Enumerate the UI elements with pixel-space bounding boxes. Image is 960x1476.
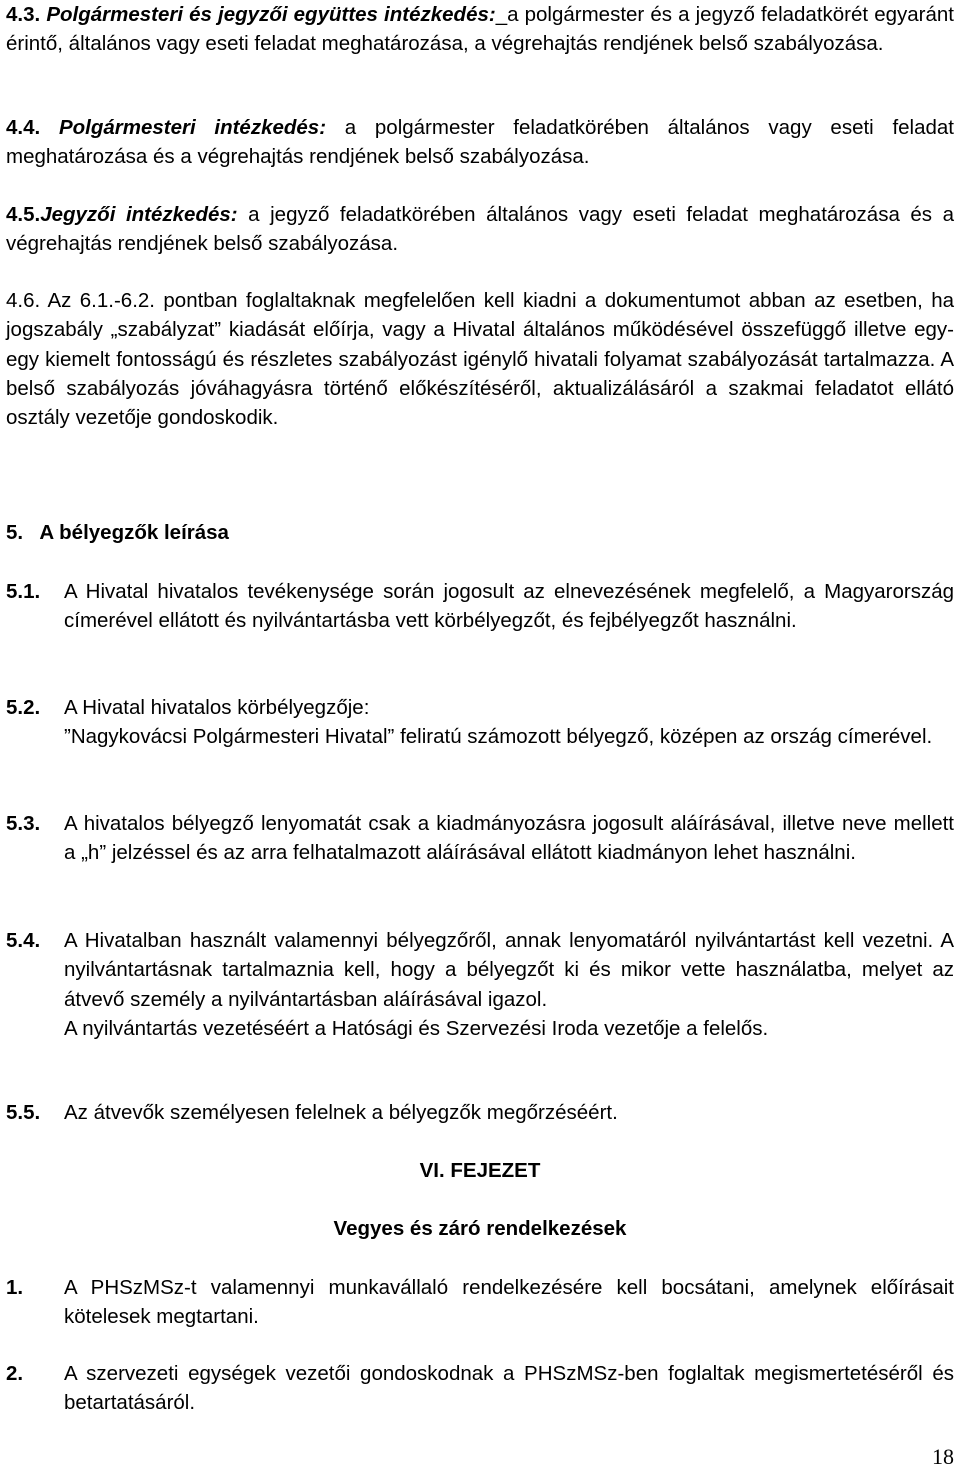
paragraph-4-4 [6,113,954,172]
paragraph-4-4-title: Polgármesteri intézkedés: [58,116,327,139]
paragraph-4-5-text: a jegyző feladatkörében általános vagy eseti feladat meghatározása és a végrehajtás rendjének belső szabályozása. [6,203,954,256]
item-5-3-number: 5.3. [6,812,41,835]
item-6-2 [6,1359,954,1418]
page-number: 18 [932,1444,954,1469]
paragraph-4-5-number: 4.5. [6,203,41,226]
paragraph-4-3 [6,0,954,59]
item-6-2-number: 2. [6,1362,24,1385]
section-5-heading: 5. A bélyegzők leírása [6,521,229,544]
paragraph-4-3-text: _a polgármester és a jegyző feladatkörét egyaránt érintő, általános vagy eseti feladat meghatározása, a végrehajtás rendjének belső szabályozása. [6,3,954,56]
chapter-heading: VI. FEJEZET [419,1159,541,1182]
item-6-2-text: A szervezeti egységek vezetői gondoskodnak a PHSzMSz-ben foglaltak megismertetéséről és betartatásáról. [64,1362,954,1415]
item-5-3 [6,809,954,868]
item-5-5-text: Az átvevők személyesen felelnek a bélyegzők megőrzéséért. [64,1101,618,1124]
item-5-4 [6,926,954,1043]
item-5-2-text-2: ”Nagykovácsi Polgármesteri Hivatal” feliratú számozott bélyegző, középen az ország címerével. [64,725,933,749]
item-5-2-text: A Hivatal hivatalos körbélyegzője: [64,696,370,719]
item-5-2-number: 5.2. [6,696,41,719]
item-6-1 [6,1273,954,1332]
item-5-4-text-2: A nyilvántartás vezetéséért a Hatósági és Szervezési Iroda vezetője a felelős. [64,1016,769,1040]
paragraph-4-3-title: Polgármesteri és jegyzői együttes intézkedés: [46,3,496,26]
item-5-4-number: 5.4. [6,929,41,952]
item-5-2 [6,693,954,752]
item-6-1-number: 1. [6,1276,24,1299]
item-5-1 [6,577,954,636]
chapter-subheading: Vegyes és záró rendelkezések [333,1217,627,1240]
paragraph-4-6: 4.6. Az 6.1.-6.2. pontban foglaltaknak megfelelően kell kiadni a dokumentumot abban az esetben, ha jogszabály „szabályzat” kiadását előírja, vagy a Hivatal általános működésével összefüggő illetve egy-egy kiemelt fontosságú és részletes szabályozást igénylő hivatali folyamat szabályozását tartalmazza. A belső szabályozás jóváhagyásra történő előkészítéséről, aktualizálásáról a szakmai feladatot ellátó osztály vezetője gondoskodik. [6,289,954,430]
item-5-1-number: 5.1. [6,580,41,603]
paragraph-4-5 [6,200,954,259]
paragraph-4-5-title: Jegyzői intézkedés: [40,203,238,226]
item-5-4-text: A Hivatalban használt valamennyi bélyegzőről, annak lenyomatáról nyilvántartást kell vezetni. A nyilvántartásnak tartalmaznia kell, hogy a bélyegzőt ki és mikor vette használatba, melyet az átvevő személy a nyilvántartásban aláírásával igazol. [64,929,954,1011]
paragraph-4-3-number: 4.3. [6,3,41,26]
paragraph-4-4-text: a polgármester feladatkörében általános vagy eseti feladat meghatározása és a végrehajtás rendjének belső szabályozása. [6,116,954,169]
item-5-1-text: A Hivatal hivatalos tevékenysége során jogosult az elnevezésének megfelelő, a Magyarország címerével ellátott és nyilvántartásba vett körbélyegzőt, és fejbélyegzőt használni. [64,580,954,633]
item-5-5-number: 5.5. [6,1101,41,1124]
item-5-3-text: A hivatalos bélyegző lenyomatát csak a kiadmányozásra jogosult aláírásával, illetve neve mellett a „h” jelzéssel és az arra felhatalmazott aláírásával ellátott kiadmányon lehet használni. [64,812,954,865]
item-5-5 [6,1098,954,1127]
item-6-1-text: A PHSzMSz-t valamennyi munkavállaló rendelkezésére kell bocsátani, amelynek előírásait kötelesek megtartani. [64,1276,954,1329]
paragraph-4-4-number: 4.4. [6,116,41,139]
